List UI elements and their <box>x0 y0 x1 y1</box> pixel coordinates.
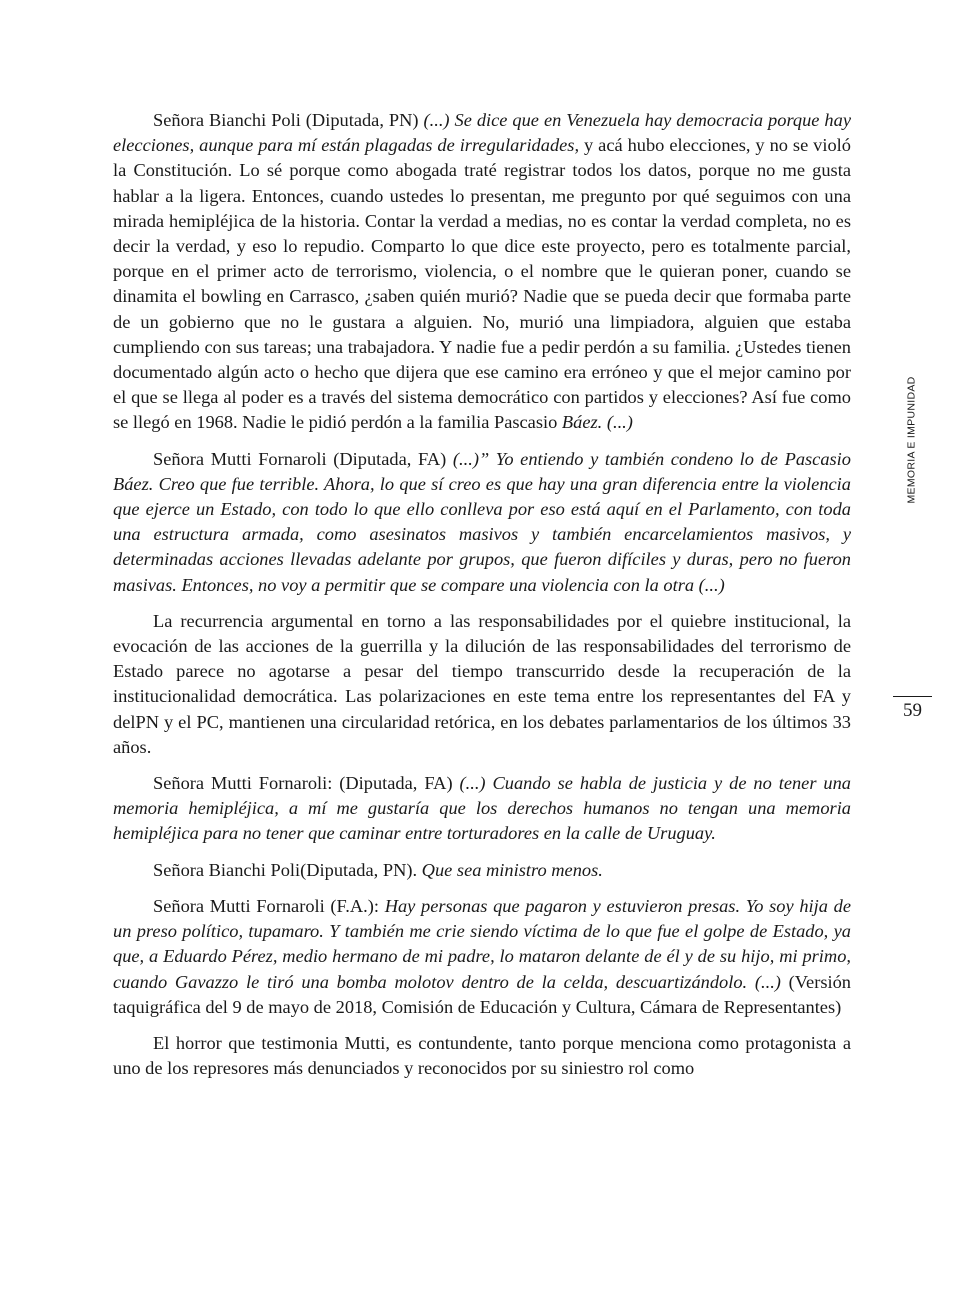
quote-bianchi: Que sea ministro menos. <box>421 859 603 880</box>
quote-mutti: Hay personas que pagaron y estuvieron presas. Yo soy hija de un preso político, tupamaro. Y también me crie siendo víctima de lo que fue el golpe de Estado, ya que, a Eduardo Pérez, medio hermano de mi padre, lo mataron delante de él y de su hijo, mi primo, cuando Gavazzo le tiró una bomba molotov dentro de la celda, descuartizándolo. (...) <box>113 895 851 992</box>
quote-mutti: (...)” Yo entiendo y también condeno lo de Pascasio Báez. Creo que fue terrible. Ahora, lo que sí creo es que hay una gran diferencia entre la violencia que ejerce un Estado, con todo lo que ello conlleva por eso está aquí en el Parlamento, con toda una estructura armada, como asesinatos masivos y también encarcelamientos masivos, y determinadas acciones llevadas adelante por grupos, que fueron difíciles y duras, pero no fueron masivas. Entonces, no voy a permitir que se compare una violencia con la otra (...) <box>113 448 851 595</box>
quote-baez: Báez. (...) <box>561 412 633 433</box>
speaker-mutti: Señora Mutti Fornaroli (F.A.): <box>153 895 385 916</box>
quote-mutti: (...) Cuando se habla de justicia y de no tener una memoria hemipléjica, a mí me gustaría que los derechos humanos no tengan una memoria hemipléjica para no tener que caminar entre torturadores en la calle de Uruguay. <box>113 773 852 844</box>
quote-bianchi: (...) Se dice que en Venezuela hay democracia porque hay elecciones, aunque para mí están plagadas de irregularidades, <box>113 110 851 156</box>
paragraph-mutti-1 <box>113 447 851 598</box>
running-head <box>903 370 921 510</box>
folio-rule <box>893 696 932 697</box>
paragraph-bianchi-2 <box>113 858 851 883</box>
paragraph-bianchi-1 <box>113 108 851 436</box>
citation: (Versión taquigráfica del 9 de mayo de 2018, Comisión de Educación y Cultura, Cámara de Representantes) <box>113 971 851 1017</box>
body-text <box>113 108 851 1092</box>
paragraph-mutti-3 <box>113 894 851 1020</box>
paragraph-mutti-2 <box>113 771 851 847</box>
paragraph-text: El horror que testimonia Mutti, es contundente, tanto porque menciona como protagonista a uno de los represores más denunciados y reconocidos por su siniestro rol como <box>113 1032 851 1079</box>
speaker-mutti: Señora Mutti Fornaroli: (Diputada, FA) <box>153 773 460 794</box>
paragraph-text: y acá hubo elecciones, y no se violó la Constitución. Lo sé porque como abogada traté registrar todos los datos, porque no me gusta hablar a la ligera. Entonces, cuando ustedes lo presentan, me pregunto por qué seguimos con una mirada hemipléjica de la historia. Contar la verdad a medias, no es contar la verdad completa, no es decir la verdad, y eso lo repudio. Comparto lo que dice este proyecto, pero es totalmente parcial, porque en el primer acto de terrorismo, violencia, o el nombre que le quieran poner, cuando se dinamita el bowling en Carrasco, ¿saben quién murió? Nadie que se pueda decir que formaba parte de un gobierno que no le gustara a alguien. No, murió una limpiadora, alguien que estaba cumpliendo con sus tareas; una trabajadora. Y nadie fue a pedir perdón a su familia. ¿Ustedes tienen documentado algún acto o hecho que dijera que ese camino era erróneo y que el mejor camino por el que se llega al poder es a través del sistema democrático con partidos y elecciones? Así fue como se llegó en 1968. Nadie le pidió perdón a la familia Pascasio <box>113 135 851 433</box>
paragraph-analysis <box>113 609 851 760</box>
page-number: 59 <box>903 700 922 721</box>
speaker-bianchi: Señora Bianchi Poli (Diputada, PN) <box>153 110 424 130</box>
running-head-text: MEMORIA E IMPUNIDAD <box>906 376 919 504</box>
paragraph-conclusion <box>113 1031 851 1081</box>
speaker-mutti: Señora Mutti Fornaroli (Diputada, FA) <box>153 448 453 469</box>
paragraph-text: La recurrencia argumental en torno a las responsabilidades por el quiebre institucional, la evocación de las acciones de la guerrilla y la dilución de las responsabilidades del terrorismo de Estado parece no agotarse a pesar del tiempo transcurrido desde la recuperación de la institucionalidad democrática. Las polarizaciones en este tema entre los representantes del FA y delPN y el PC, mantienen una circularidad retórica, en los debates parlamentarios de los últimos 33 años. <box>113 610 851 757</box>
speaker-bianchi: Señora Bianchi Poli(Diputada, PN). <box>153 859 422 880</box>
